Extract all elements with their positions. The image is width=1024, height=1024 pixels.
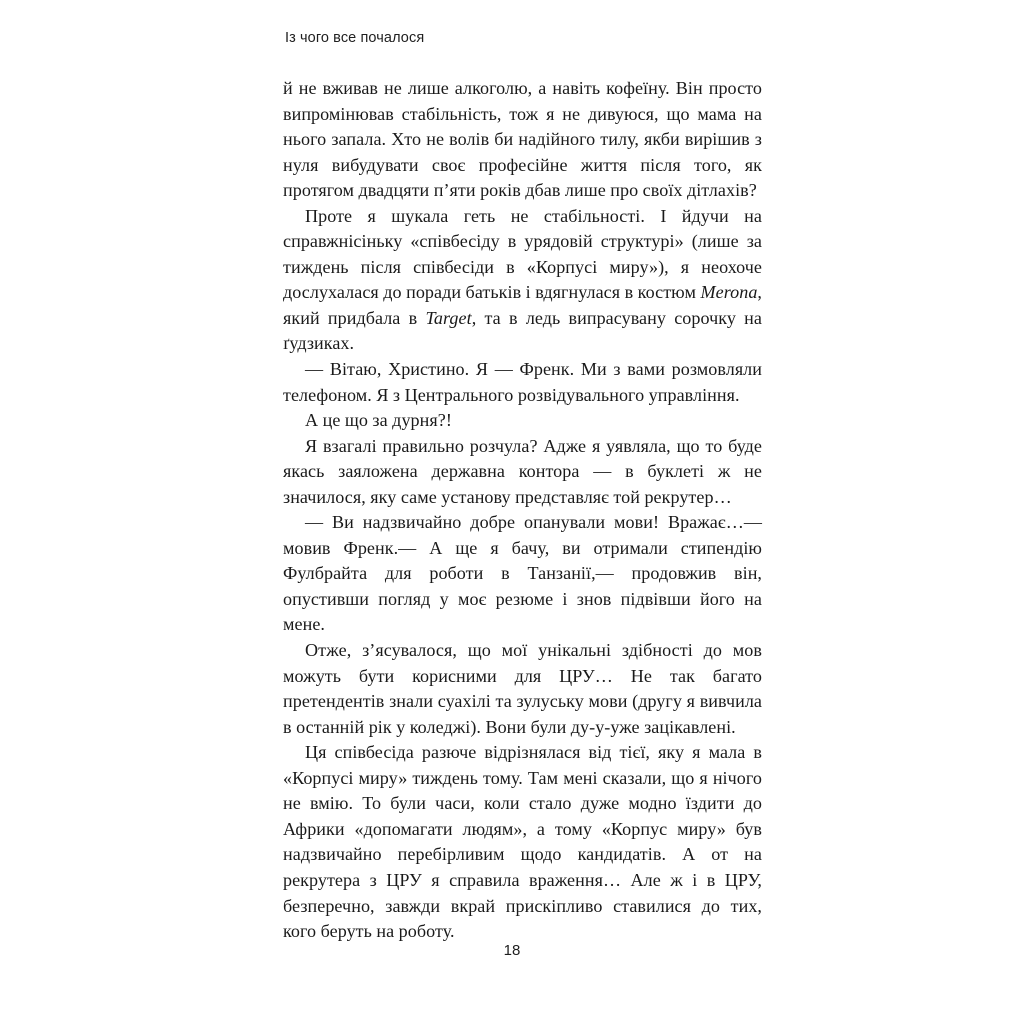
paragraph-2 xyxy=(283,204,762,357)
brand-name-merona: Merona xyxy=(700,282,758,303)
body-text-column xyxy=(283,76,762,945)
paragraph-7: Отже, з’ясувалося, що мої унікальні здібності до мов можуть бути корисними для ЦРУ… Не так багато претендентів знали суахілі та зулуську мови (другу я вивчила в останній рік у коледжі). Вони були ду-у-уже зацікавлені. xyxy=(283,640,762,737)
running-head: Із чого все почалося xyxy=(285,30,425,46)
paragraph-5: Я взагалі правильно розчула? Адже я уявляла, що то буде якась заяложена державна контора — в буклеті ж не значилося, яку саме установу представляє той рекрутер… xyxy=(283,435,762,507)
paragraph-8: Ця співбесіда разюче відрізнялася від тієї, яку я мала в «Корпусі миру» тиждень тому. Там мені сказали, що я нічого не вмію. То були часи, коли стало дуже модно їздити до Африки «допомагати людям», а тому «Корпус миру» був надзвичайно перебірливим щодо кандидатів. А от на рекрутера з ЦРУ я справила враження… Але ж і в ЦРУ, безперечно, завжди вкрай прискіпливо ставилися до тих, кого беруть на роботу. xyxy=(283,742,762,942)
paragraph-1: й не вживав не лише алкоголю, а навіть кофеїну. Він просто випромінював стабільність, тож я не дивуюся, що мама на нього запала. Хто не волів би надійного тилу, якби вирішив з нуля вибудувати своє професійне життя після того, як протягом двадцяти п’яти років дбав лише про своїх дітлахів? xyxy=(283,78,762,201)
paragraph-4: А це що за дурня?! xyxy=(305,410,452,431)
paragraph-2-segment-3: , та в ледь випрасувану сорочку на ґудзиках. xyxy=(283,307,762,354)
paragraph-2-segment-2: , який придбала в xyxy=(283,282,762,328)
paragraph-3: — Вітаю, Христино. Я — Френк. Ми з вами розмовляли телефоном. Я з Центрального розвідувального управління. xyxy=(283,359,762,405)
brand-name-target: Target xyxy=(425,307,472,328)
page-number: 18 xyxy=(503,942,521,959)
paragraph-2-segment-1: Проте я шукала геть не стабільності. І йдучи на справжнісіньку «співбесіду в урядовій структурі» (лише за тиждень після співбесіди в «Корпусі миру»), я неохоче дослухалася до поради батьків і вдягнулася в костюм xyxy=(283,205,762,303)
paragraph-6: — Ви надзвичайно добре опанували мови! Вражає…— мовив Френк.— А ще я бачу, ви отримали стипендію Фулбрайта для роботи в Танзанії,— продовжив він, опустивши погляд у моє резюме і знов підвівши його на мене. xyxy=(283,512,762,635)
